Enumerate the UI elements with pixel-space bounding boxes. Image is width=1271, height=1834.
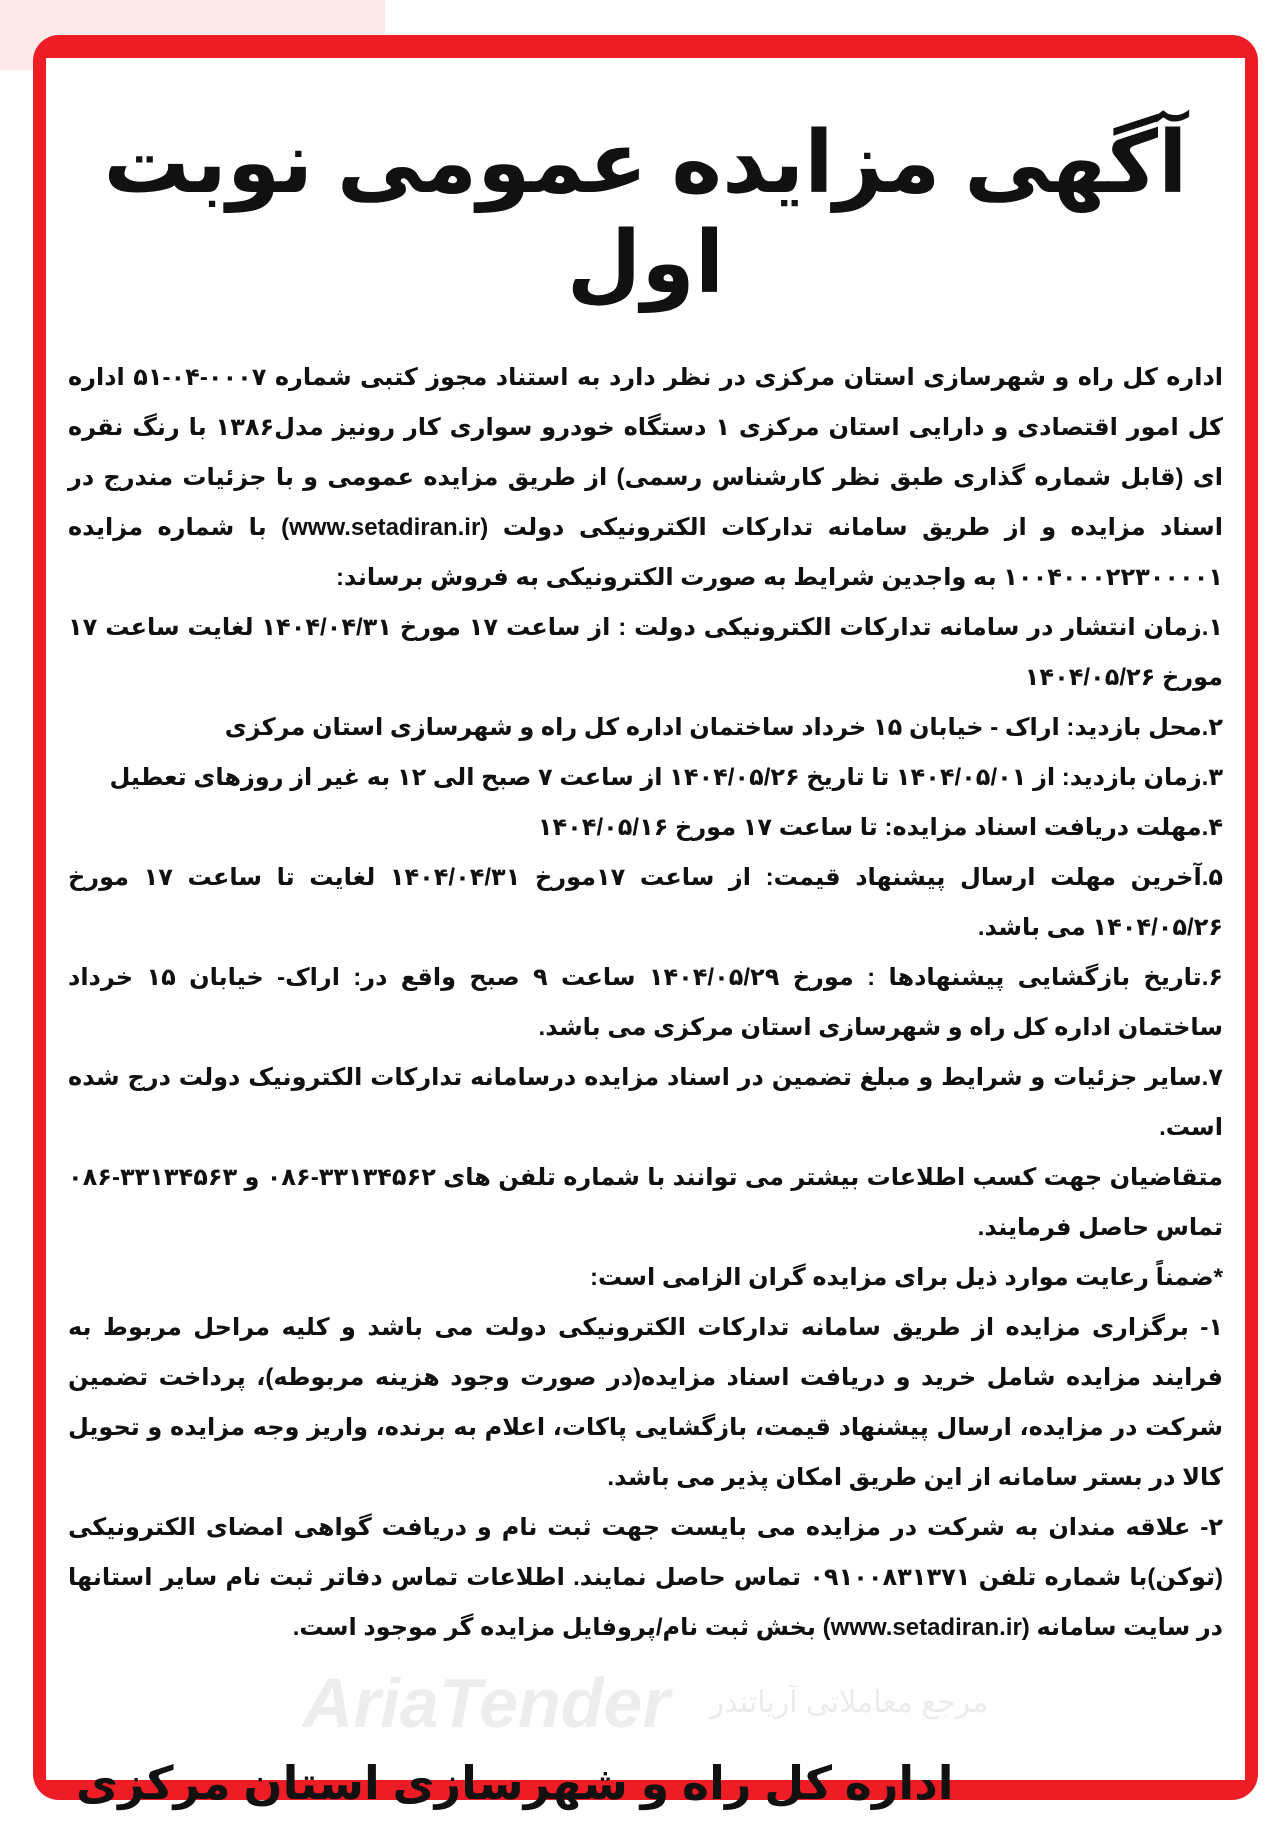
- item-6: ۶.تاریخ بازگشایی پیشنهادها : مورخ ۱۴۰۴/۰۵/۲۹ ساعت ۹ صبح واقع در: اراک- خیابان ۱۵ خرداد ساختمان اداره کل راه و شهرسازی استان مرکزی می باشد.: [68, 964, 1224, 1041]
- ad-title: آگهی مزایده عمومی نوبت اول: [103, 115, 1188, 311]
- intro-paragraph: اداره کل راه و شهرسازی استان مرکزی در نظر دارد به استناد مجوز کتبی شماره ۰۰۰۷-۰۴-۵۱ اداره کل امور اقتصادی و دارایی استان مرکزی ۱ دستگاه خودرو سواری کار رونیز مدل۱۳۸۶ با رنگ نقره ای (قابل شماره گذاری طبق نظر کارشناس رسمی) از طریق مزایده عمومی و با جزئیات مندرج در اسناد مزایده و از طریق سامانه تدارکات الکترونیکی دولت (www.setadiran.ir) با شماره مزایده ۱۰۰۴۰۰۰۲۲۳۰۰۰۰۱ به واجدین شرایط به صورت الکترونیکی به فروش برساند:: [68, 364, 1224, 591]
- item-4: ۴.مهلت دریافت اسناد مزایده: تا ساعت ۱۷ مورخ ۱۴۰۴/۰۵/۱۶: [537, 814, 1223, 841]
- ad-body: [46, 58, 1245, 1809]
- item-5: ۵.آخرین مهلت ارسال پیشنهاد قیمت: از ساعت ۱۷مورخ ۱۴۰۴/۰۴/۳۱ لغایت تا ساعت ۱۷ مورخ ۱۴۰۴/۰۵/۲۶ می باشد.: [68, 864, 1224, 941]
- item-7: ۷.سایر جزئیات و شرایط و مبلغ تضمین در اسناد مزایده درسامانه تدارکات الکترونیک دولت درج شده است.: [68, 1064, 1223, 1141]
- item-3: ۳.زمان بازدید: از ۱۴۰۴/۰۵/۰۱ تا تاریخ ۱۴۰۴/۰۵/۲۶ از ساعت ۷ صبح الی ۱۲ به غیر از روزهای تعطیل: [109, 764, 1223, 791]
- watermark: [46, 1663, 1245, 1743]
- signature: اداره کل راه و شهرسازی استان مرکزی: [76, 1757, 954, 1809]
- item-1: ۱.زمان انتشار در سامانه تدارکات الکترونیکی دولت : از ساعت ۱۷ مورخ ۱۴۰۴/۰۴/۳۱ لغایت ساعت ۱۷ مورخ ۱۴۰۴/۰۵/۲۶: [68, 614, 1224, 691]
- watermark-logo: AriaTender: [302, 1664, 670, 1742]
- ad-text: [68, 353, 1223, 1653]
- note-2: ۲- علاقه مندان به شرکت در مزایده می بایست جهت ثبت نام و دریافت گواهی امضای الکترونیکی (توکن)با شماره تلفن ۰۹۱۰۰۸۳۱۳۷۱ تماس حاصل نمایند. اطلاعات تماس دفاتر ثبت نام سایر استانها در سایت سامانه (www.setadiran.ir) بخش ثبت نام/پروفایل مزایده گر موجود است.: [68, 1514, 1223, 1641]
- ad-frame: [33, 35, 1258, 1809]
- note-1: ۱- برگزاری مزایده از طریق سامانه تدارکات الکترونیکی دولت می باشد و کلیه مراحل مربوط به فرایند مزایده شامل خرید و دریافت اسناد مزایده(در صورت وجود هزینه مربوطه)، پرداخت تضمین شرکت در مزایده، ارسال پیشنهاد قیمت، بازگشایی پاکات، اعلام به برنده، واریز وجه مزایده و تحویل کالا در بستر سامانه از این طریق امکان پذیر می باشد.: [68, 1314, 1223, 1491]
- item-2: ۲.محل بازدید: اراک - خیابان ۱۵ خرداد ساختمان اداره کل راه و شهرسازی استان مرکزی: [224, 714, 1223, 741]
- contact-line: متقاضیان جهت کسب اطلاعات بیشتر می توانند با شماره تلفن های ۳۳۱۳۴۵۶۲-۰۸۶ و ۳۳۱۳۴۵۶۳-۰۸۶ تماس حاصل فرمایند.: [68, 1164, 1223, 1241]
- notes-heading: *ضمناً رعایت موارد ذیل برای مزایده گران الزامی است:: [589, 1264, 1223, 1291]
- watermark-subtitle: مرجع معاملاتی آریاتندر: [709, 1686, 989, 1719]
